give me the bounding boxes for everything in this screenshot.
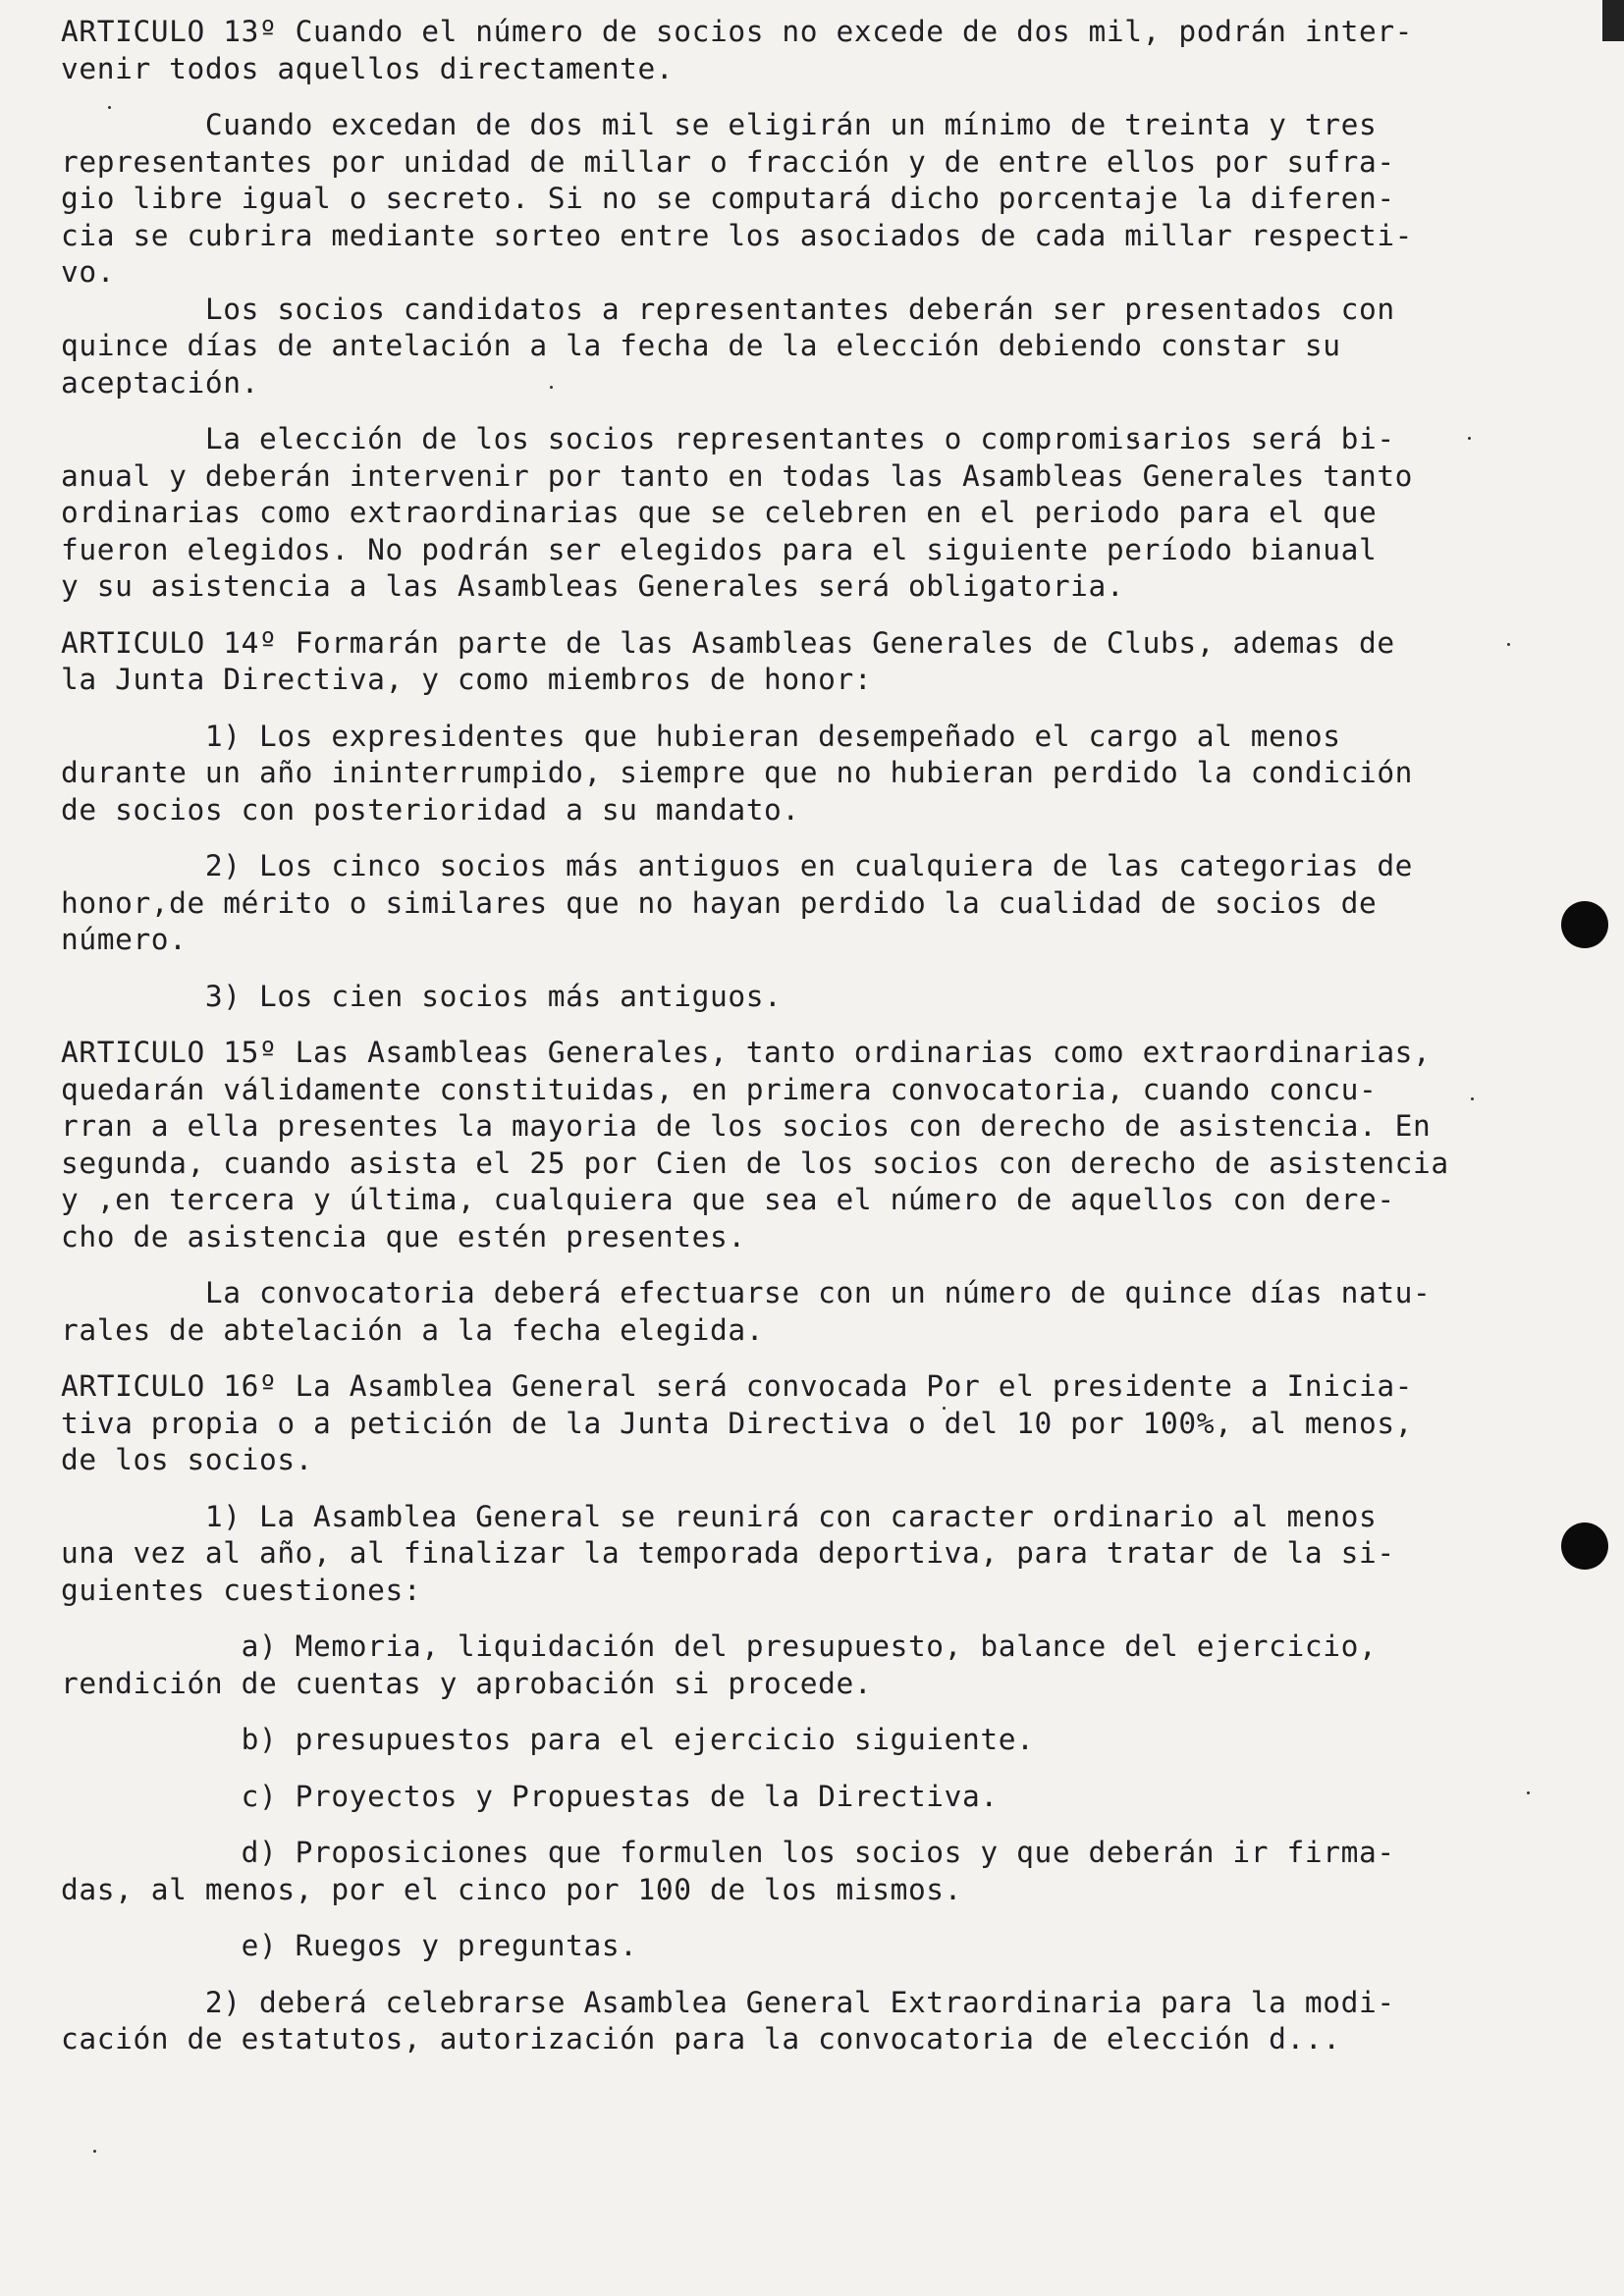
blank-line	[61, 1908, 1617, 1928]
text-line: de socios con posterioridad a su mandato.	[61, 792, 800, 827]
text-line: venir todos aquellos directamente.	[61, 51, 675, 85]
blank-line	[61, 959, 1617, 979]
blank-line	[61, 401, 1617, 421]
text-line: rran a ella presentes la mayoria de los socios con derecho de asistencia. En	[61, 1109, 1432, 1143]
blank-line	[61, 1349, 1617, 1368]
blank-line	[61, 606, 1617, 625]
text-line: una vez al año, al finalizar la temporada deportiva, para tratar de la si-	[61, 1536, 1395, 1570]
text-line: guientes cuestiones:	[61, 1573, 422, 1607]
blank-line	[61, 1965, 1617, 1985]
text-line: ARTICULO 14º Formarán parte de las Asambleas Generales de Clubs, ademas de	[61, 625, 1395, 660]
text-line: segunda, cuando asista el 25 por Cien de los socios con derecho de asistencia	[61, 1146, 1449, 1180]
text-line: rendición de cuentas y aprobación si procede.	[61, 1666, 873, 1700]
text-line: fueron elegidos. No podrán ser elegidos para el siguiente período bianual	[61, 532, 1378, 566]
text-line: d) Proposiciones que formulen los socios y que deberán ir firma-	[61, 1836, 1395, 1869]
blank-line	[61, 1479, 1617, 1499]
text-line: aceptación.	[61, 365, 259, 400]
text-line: 3) Los cien socios más antiguos.	[61, 979, 783, 1013]
text-line: número.	[61, 923, 188, 956]
text-line: ARTICULO 16º La Asamblea General será convocada Por el presidente a Inicia-	[61, 1369, 1414, 1403]
text-line: ARTICULO 13º Cuando el número de socios no excede de dos mil, podrán inter-	[61, 15, 1414, 48]
text-line: cho de asistencia que estén presentes.	[61, 1219, 746, 1254]
text-line: anual y deberán intervenir por tanto en todas las Asambleas Generales tanto	[61, 458, 1414, 493]
text-line: y ,en tercera y última, cualquiera que sea el número de aquellos con dere-	[61, 1183, 1395, 1216]
text-line: das, al menos, por el cinco por 100 de los mismos.	[61, 1872, 963, 1906]
text-line: e) Ruegos y preguntas.	[61, 1929, 638, 1962]
text-line: gio libre igual o secreto. Si no se computará dicho porcentaje la diferen-	[61, 182, 1395, 215]
blank-line	[61, 1702, 1617, 1722]
text-line: honor,de mérito o similares que no hayan perdido la cualidad de socios de	[61, 885, 1378, 920]
blank-line	[61, 1015, 1617, 1035]
text-line: rales de abtelación a la fecha elegida.	[61, 1312, 765, 1347]
text-line: Cuando excedan de dos mil se eligirán un mínimo de treinta y tres	[61, 108, 1378, 141]
blank-line	[61, 1255, 1617, 1275]
text-line: de los socios.	[61, 1443, 314, 1476]
text-line: c) Proyectos y Propuestas de la Directiva.	[61, 1779, 999, 1813]
text-line: ARTICULO 15º Las Asambleas Generales, tanto ordinarias como extraordinarias,	[61, 1036, 1432, 1069]
text-line: la Junta Directiva, y como miembros de honor:	[61, 663, 873, 696]
blank-line	[61, 87, 1617, 107]
blank-line	[61, 699, 1617, 719]
text-line: representantes por unidad de millar o fracción y de entre ellos por sufra-	[61, 144, 1395, 179]
text-line: vo.	[61, 255, 116, 289]
text-line: a) Memoria, liquidación del presupuesto, balance del ejercicio,	[61, 1629, 1378, 1663]
text-line: cia se cubrira mediante sorteo entre los asociados de cada millar respecti-	[61, 218, 1414, 252]
text-line: 1) La Asamblea General se reunirá con caracter ordinario al menos	[61, 1499, 1378, 1533]
text-line: La convocatoria deberá efectuarse con un número de quince días natu-	[61, 1276, 1432, 1309]
text-line: y su asistencia a las Asambleas Generales será obligatoria.	[61, 569, 1125, 603]
blank-line	[61, 1759, 1617, 1779]
text-line: 1) Los expresidentes que hubieran desempeñado el cargo al menos	[61, 719, 1341, 753]
blank-line	[61, 828, 1617, 848]
text-line: 2) Los cinco socios más antiguos en cualquiera de las categorias de	[61, 849, 1414, 882]
text-line: cación de estatutos, autorización para la convocatoria de elección d...	[61, 2022, 1341, 2056]
text-line: 2) deberá celebrarse Asamblea General Extraordinaria para la modi-	[61, 1985, 1395, 2019]
text-line: quedarán válidamente constituidas, en primera convocatoria, cuando concu-	[61, 1072, 1378, 1106]
blank-line	[61, 1815, 1617, 1835]
speck	[93, 2150, 96, 2153]
text-line: ordinarias como extraordinarias que se celebren en el periodo para el que	[61, 496, 1378, 529]
text-line: La elección de los socios representantes o compromisarios será bi-	[61, 422, 1395, 455]
text-line: durante un año ininterrumpido, siempre que no hubieran perdido la condición	[61, 756, 1414, 789]
blank-line	[61, 1609, 1617, 1629]
text-line: quince días de antelación a la fecha de la elección debiendo constar su	[61, 329, 1341, 362]
text-line: tiva propia o a petición de la Junta Directiva o del 10 por 100%, al menos,	[61, 1406, 1414, 1440]
document-body	[61, 14, 1617, 2058]
text-line: Los socios candidatos a representantes deberán ser presentados con	[61, 292, 1395, 326]
text-line: b) presupuestos para el ejercicio siguiente.	[61, 1723, 1035, 1756]
